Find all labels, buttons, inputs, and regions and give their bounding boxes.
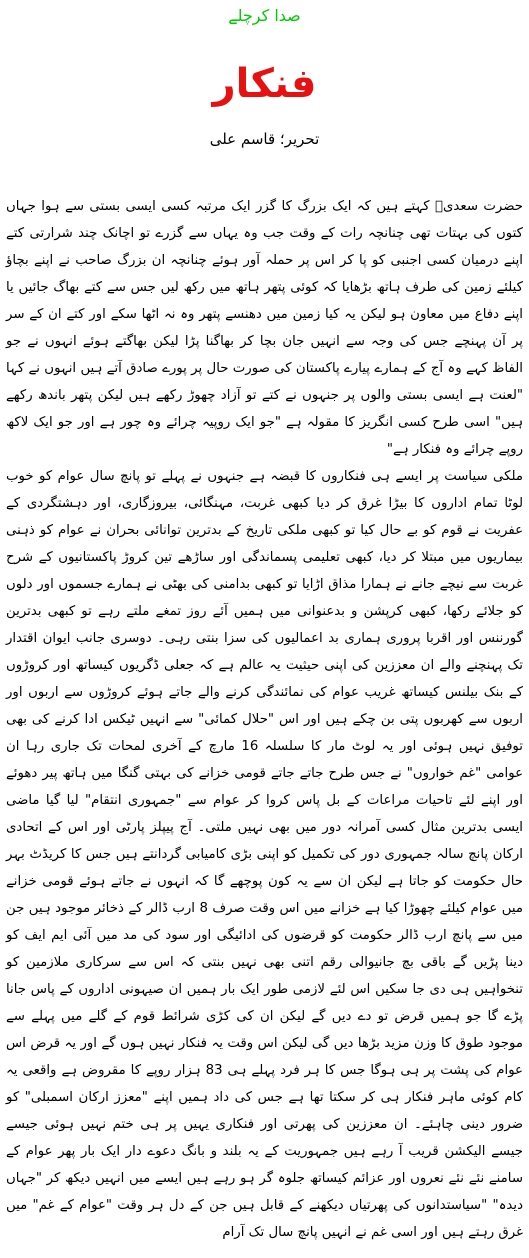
article-title: فنکار [212,61,317,107]
article-body [6,193,523,1246]
article-paragraph: ملکی سیاست پر ایسے ہی فنکاروں کا قبضہ ہے جنہوں نے پہلے تو پانچ سال عوام کو خوب لوٹا تمام اداروں کا بیڑا غرق کر دیا کبھی غربت، مہنگائی، بیروزگاری، اور دہشتگردی کے عفریت نے قوم کو بے حال کیا تو کبھی ملکی تاریخ کے بدترین توانائی بحران نے عوام کو ذہنی بیماریوں میں مبتلا کر دیا، کبھی تعلیمی پسماندگی اور ساڑھے تین کروڑ پاکستانیوں کے شرح غربت سے نیچے جانے نے ہمارا مذاق اڑایا تو کبھی بدامنی کی بھٹی نے ہمارے جسموں اور دلوں کو جلائے رکھا، کبھی کرپشن و بدعنوانی میں ہمیں آئے روز تمغے ملتے رہے تو کبھی بدترین گورننس اور اقربا پروری ہماری بد اعمالیوں کی سزا بنتی رہی۔ دوسری جانب ایوان اقتدار تک پہنچنے والے ان معززین کی اپنی حیثیت یہ عالم ہے کہ جعلی ڈگریوں کیساتھ اور کروڑوں کے بنک بیلنس کیساتھ غریب عوام کی نمائندگی کرنے والے جاتے ہوئے کروڑوں سے اربوں اور اربوں سے کھربوں پتی بن چکے ہیں اور اس "حلال کمائی" سے انہیں ٹیکس ادا کرنے کی بھی توفیق نہیں ہوئی اور یہ لوٹ مار کا سلسلہ 16 مارچ کے آخری لمحات تک جاری رہا ان عوامی "غم خواروں" نے جس طرح جاتے جاتے قومی خزانے کی بہتی گنگا میں ہاتھ پیر دھوئے اور اپنے لئے تاحیات مراعات کے بل پاس کروا کر عوام سے "جمہوری انتقام" لیا گیا ماضی ایسی بدترین مثال کسی آمرانہ دور میں بھی نہیں ملتی۔ آج پیپلز پارٹی اور اس کے اتحادی ارکان پانچ سالہ جمہوری دور کی تکمیل کو اپنی بڑی کامیابی گردانتے ہیں جس کا کریڈٹ بہر حال حکومت کو جاتا ہے لیکن ان سے یہ کون پوچھے گا کہ انہوں نے جاتے ہوئے قومی خزانے میں عوام کیلئے چھوڑا کیا ہے خزانے میں اس وقت صرف 8 ارب ڈالر کے ذخائر موجود ہیں جن میں سے پانچ ارب ڈالر حکومت کو قرضوں کی ادائیگی اور سود کی مد میں آئی ایم ایف کو دینا پڑیں گے باقی بچ جانیوالی رقم اتنی بھی نہیں بنتی کہ اس سے سرکاری ملازمین کو تنخواہیں ہی دی جا سکیں اس لئے لازمی طور ایک بار ہمیں ان صیہونی اداروں کے پاس جانا پڑے گا جو ہمیں قرض تو دے دیں گے لیکن ان کی کڑی شرائط قوم کے گلے میں پہلے سے موجود طوق کا وزن مزید بڑھا دیں گی لیکن اس وقت یہ فنکار نہیں ہوں گے اور یہ قرض اس عوام کی پشت پر ہی ہوگا جس کا ہر فرد پہلے ہی 83 ہزار روپے کا مقروض ہے واقعی یہ کام کوئی ماہر فنکار ہی کر سکتا تھا ہے جس کی داد ہمیں اپنے "معزز ارکان اسمبلی" کو ضرور دینی چاہئے۔ ان معززین کی پھرتی اور فنکاری یہیں پر ہی ختم نہیں ہوئی جیسے جیسے الیکشن قریب آ رہے ہیں جمہوریت کے یہ بلند و بانگ دعوے دار ایک بار پھر عوام کے سامنے نئے نئے نعروں اور عزائم کیساتھ جلوہ گر ہو رہے ہیں ایسے میں انہیں دیکھ کر "جہاں دیدہ" "سیاستدانوں کی پھرتیاں دیکھنے کے قابل ہیں جن کے دل ہر وقت "عوام کے غم" میں غرق رہتے ہیں اور اسی غم نے انہیں پانچ سال تک آرام [6,469,524,1240]
author-byline: تحریر؛ قاسم علی [209,130,320,148]
article-paragraph: حضرت سعدیؒ کہتے ہیں کہ ایک بزرگ کا گزر ایک مرتبہ کسی ایسی بستی سے ہوا جہاں کتوں کی بہتات تھی چنانچہ رات کے وقت جب وہ یہاں سے گزرے تو اچانک چند شرارتی کتے اپنے درمیان کسی اجنبی کو پا کر اس پر حملہ آور ہوئے چنانچہ ان بزرگ صاحب نے اپنے بچاؤ کیلئے زمین کی طرف ہاتھ بڑھایا کہ کوئی پتھر ہاتھ میں رکھ لیں جس سے کتے بھاگ جائیں یا اپنے دفاع میں معاون ہو لیکن یہ کیا زمین میں دھنسے پتھر وہ نہ اٹھا سکے اور کتے ان کے سر پر آن پہنچے جس کی وجہ سے انہیں جان بچا کر بھاگنا پڑا لیکن بھاگتے ہوئے انہوں نے جو الفاظ کہے وہ آج کے ہمارے پیارے پاکستان کی صورت حال پر پورے صادق آتے ہیں انہوں نے کہا "لعنت ہے ایسی بستی والوں پر جنہوں نے کتے تو آزاد چھوڑ رکھے ہیں لیکن پتھر باندھ رکھے ہیں" اسی طرح کسی انگریز کا مقولہ ہے "جو ایک روپیہ چرائے وہ چور ہے اور جو ایک لاکھ روپے چرائے وہ فنکار ہے" [6,199,523,457]
column-kicker: صدا کرچلے [228,6,301,25]
